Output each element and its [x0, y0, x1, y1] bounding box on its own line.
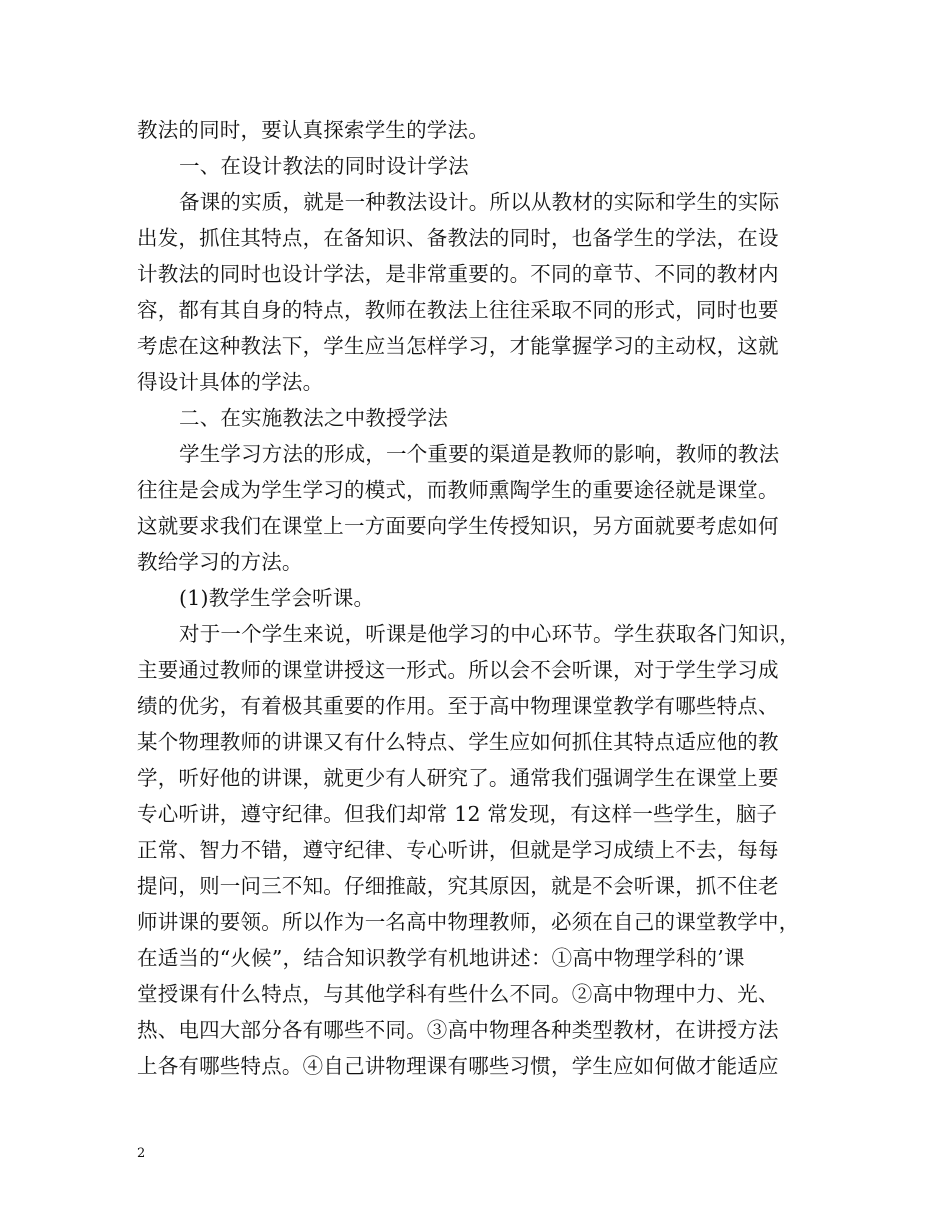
text-line: 提问，则一问三不知。仔细推敲，究其原因，就是不会听课，抓不住老 — [137, 874, 779, 898]
text-line: 备课的实质，就是一种教法设计。所以从教材的实际和学生的实际 — [179, 190, 780, 214]
text-line: 师讲课的要领。所以作为一名高中物理教师，必须在自己的课堂教学中， — [137, 910, 800, 934]
text-line: 教法的同时，要认真探索学生的学法。 — [137, 118, 489, 142]
document-body — [137, 112, 817, 1084]
text-line: 计教法的同时也设计学法，是非常重要的。不同的章节、不同的教材内 — [137, 262, 779, 286]
text-line: (1)教学生学会听课。 — [179, 586, 375, 610]
text-line: 绩的优劣，有着极其重要的作用。至于高中物理课堂教学有哪些特点、 — [137, 694, 779, 718]
text-line: 专心听讲，遵守纪律。但我们却常 12 常发现，有这样一些学生，脑子 — [137, 802, 778, 826]
text-line: 学，听好他的讲课，就更少有人研究了。通常我们强调学生在课堂上要 — [137, 766, 779, 790]
text-line: 热、电四大部分各有哪些不同。③高中物理各种类型教材，在讲授方法 — [137, 1018, 779, 1042]
text-line: 一、在设计教法的同时设计学法 — [179, 154, 469, 178]
text-line: 二、在实施教法之中教授学法 — [179, 406, 449, 430]
text-line: 教给学习的方法。 — [137, 550, 303, 574]
text-line: 对于一个学生来说，听课是他学习的中心环节。学生获取各门知识， — [179, 622, 800, 646]
text-line: 上各有哪些特点。④自己讲物理课有哪些习惯，学生应如何做才能适应 — [137, 1054, 779, 1078]
text-line: 某个物理教师的讲课又有什么特点、学生应如何抓住其特点适应他的教 — [137, 730, 779, 754]
text-line: 往往是会成为学生学习的模式，而教师熏陶学生的重要途径就是课堂。 — [137, 478, 779, 502]
text-line: 得设计具体的学法。 — [137, 370, 324, 394]
text-line: 堂授课有什么特点，与其他学科有些什么不同。②高中物理中力、光、 — [137, 982, 779, 1006]
text-line: 出发，抓住其特点，在备知识、备教法的同时，也备学生的学法，在设 — [137, 226, 779, 250]
text-line: 在适当的“火候”，结合知识教学有机地讲述：①高中物理学科的’课 — [137, 946, 745, 970]
text-line: 这就要求我们在课堂上一方面要向学生传授知识，另方面就要考虑如何 — [137, 514, 779, 538]
text-line: 学生学习方法的形成，一个重要的渠道是教师的影响，教师的教法 — [179, 442, 780, 466]
text-line: 考虑在这种教法下，学生应当怎样学习，才能掌握学习的主动权，这就 — [137, 334, 779, 358]
text-line: 主要通过教师的课堂讲授这一形式。所以会不会听课，对于学生学习成 — [137, 658, 779, 682]
text-line: 容，都有其自身的特点，教师在教法上往往采取不同的形式，同时也要 — [137, 298, 779, 322]
page-number: 2 — [137, 1146, 146, 1161]
text-line: 正常、智力不错，遵守纪律、专心听讲，但就是学习成绩上不去，每每 — [137, 838, 779, 862]
